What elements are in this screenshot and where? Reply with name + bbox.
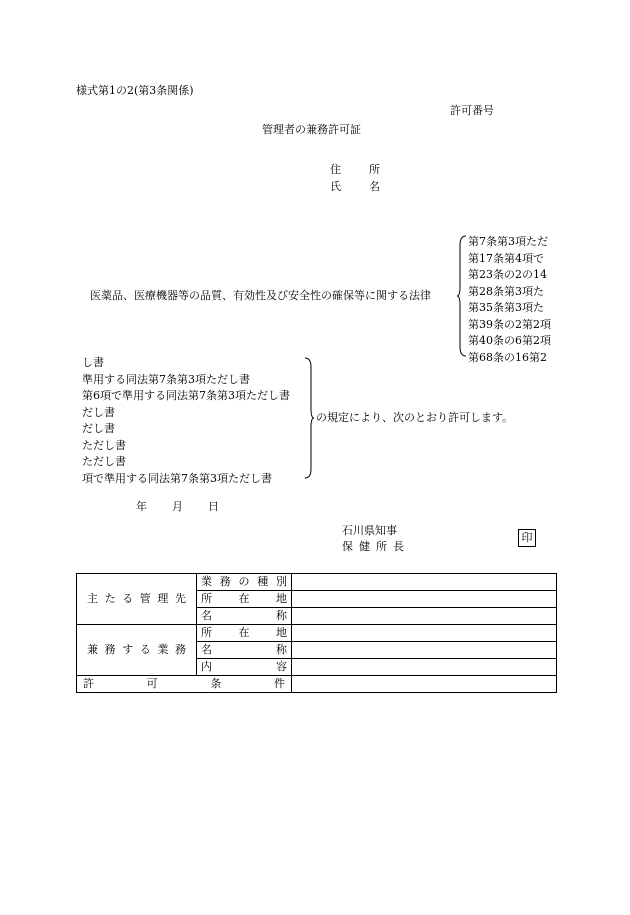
concurrent-content-label: 内 容 (197, 659, 292, 676)
concurrent-content-value[interactable] (292, 659, 557, 676)
concurrent-name-label: 名 称 (197, 642, 292, 659)
date-day-label: 日 (208, 500, 219, 513)
clause-item: 準用する同法第7条第3項ただし書 (82, 372, 250, 386)
clause-item: 第28条第3項た (468, 284, 544, 298)
concurrent-location-label: 所 在 地 (197, 625, 292, 642)
form-code: 様式第1の2(第3条関係) (76, 84, 194, 97)
permit-conditions-label: 許 可 条 件 (77, 676, 292, 693)
permit-statement: の規定により、次のとおり許可します。 (316, 411, 514, 424)
main-location-label: 所 在 地 (197, 591, 292, 608)
name-label: 氏 名 (330, 180, 380, 193)
clause-item: 第17条第4項で (468, 251, 544, 265)
clause-item: 第7条第3項ただ (468, 235, 548, 248)
date-month-label: 月 (172, 500, 183, 513)
clause-item: 第40条の6第2項 (468, 334, 551, 347)
concurrent-name-value[interactable] (292, 642, 557, 659)
right-brace (303, 357, 315, 479)
left-brace (456, 235, 468, 357)
law-name: 医薬品、医療機器等の品質、有効性及び安全性の確保等に関する法律 (90, 289, 431, 302)
right-clause-list (468, 234, 551, 366)
permit-number-label: 許可番号 (450, 104, 494, 117)
address-label: 住 所 (330, 163, 380, 176)
business-type-value[interactable] (292, 574, 557, 591)
clause-item: 第6項で準用する同法第7条第3項ただし書 (82, 389, 290, 402)
date-year-label: 年 (136, 500, 147, 513)
clause-item: し書 (82, 356, 104, 369)
issuer-governor: 石川県知事 (342, 524, 397, 537)
clause-item: 第68条の16第2 (468, 350, 547, 364)
permit-conditions-value[interactable] (292, 676, 557, 693)
clause-item: 第35条第3項た (468, 301, 544, 314)
clause-item: だし書 (82, 405, 115, 419)
clause-item: 第39条の2第2項 (468, 317, 551, 331)
clause-item: ただし書 (82, 455, 126, 468)
clause-item: 第23条の2の14 (468, 268, 547, 281)
concurrent-business-header: 兼 務 す る 業 務 (77, 625, 197, 676)
clause-item: だし書 (82, 422, 115, 435)
clause-item: ただし書 (82, 438, 126, 452)
business-type-label: 業 務 の 種 別 (197, 574, 292, 591)
seal-mark: 印 (518, 529, 536, 547)
concurrent-location-value[interactable] (292, 625, 557, 642)
permit-details-table (76, 573, 557, 693)
issuer-health-center-director: 保 健 所 長 (342, 540, 404, 553)
main-name-value[interactable] (292, 608, 557, 625)
left-clause-list (82, 355, 290, 487)
main-management-header: 主 た る 管 理 先 (77, 574, 197, 625)
main-name-label: 名 称 (197, 608, 292, 625)
clause-item: 項で準用する同法第7条第3項ただし書 (82, 471, 272, 485)
main-location-value[interactable] (292, 591, 557, 608)
document-title: 管理者の兼務許可証 (262, 123, 361, 136)
